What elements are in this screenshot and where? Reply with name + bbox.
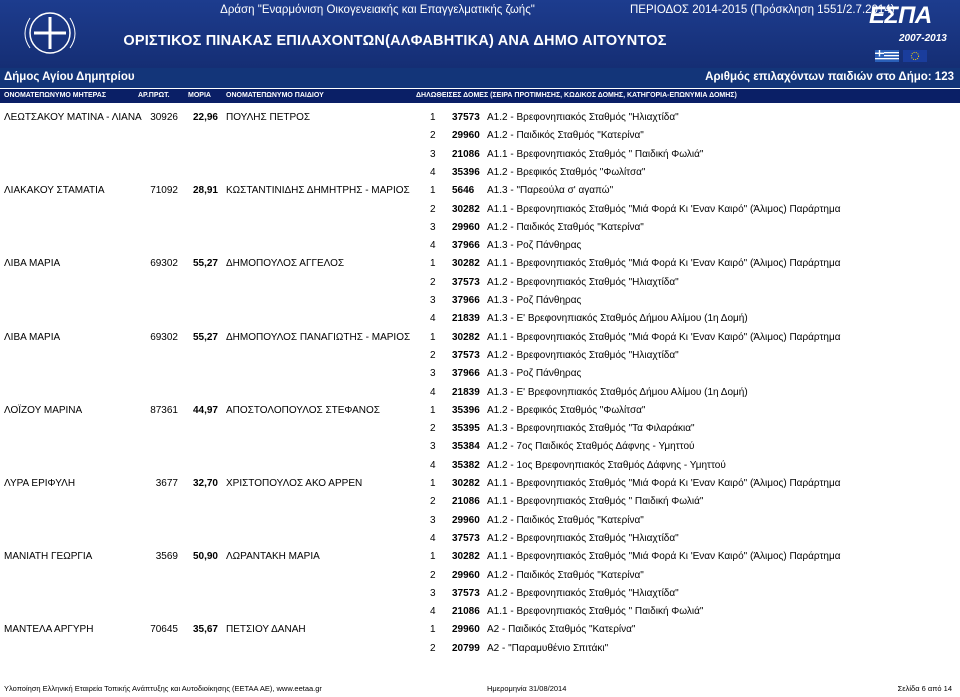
page-title: ΟΡΙΣΤΙΚΟΣ ΠΙΝΑΚΑΣ ΕΠΙΛΑΧΟΝΤΩΝ(ΑΛΦΑΒΗΤΙΚΑ) ΑΝΑ ΔΗΜΟ ΑΙΤΟΥΝΤΟΣ — [123, 33, 667, 49]
structure-description: Α1.2 - Βρεφικός Σταθμός "Φωλίτσα" — [487, 404, 646, 416]
protocol-number: 71092 — [150, 185, 178, 197]
structure-description: Α1.2 - Παιδικός Σταθμός "Κατερίνα" — [487, 130, 644, 142]
score: 50,90 — [192, 551, 218, 563]
column-structures: ΔΗΛΩΘΕΙΣΕΣ ΔΟΜΕΣ (ΣΕΙΡΑ ΠΡΟΤΙΜΗΣΗΣ, ΚΩΔΙΚΟΣ ΔΟΜΗΣ, ΚΑΤΗΓΟΡΙΑ-ΕΠΩΝΥΜΙΑ ΔΟΜΗΣ) — [416, 92, 737, 99]
protocol-number: 69302 — [150, 331, 178, 343]
protocol-number: 3569 — [155, 551, 178, 563]
table-row — [0, 621, 960, 639]
structure-description: Α1.3 - Ε' Βρεφονηπιακός Σταθμός Δήμου Αλίμου (1η Δομή) — [487, 386, 748, 398]
table-row — [0, 457, 960, 475]
table-row — [0, 237, 960, 255]
preference-rank: 3 — [430, 514, 436, 526]
table-row — [0, 585, 960, 603]
structure-code: 35396 — [452, 166, 480, 178]
structure-description: Α1.2 - Βρεφονηπιακός Σταθμός "Ηλιαχτίδα" — [487, 276, 679, 288]
structure-code: 37573 — [452, 587, 480, 599]
footer-date: Ημερομηνία 31/08/2014 — [487, 684, 567, 693]
structure-description: Α1.3 - "Παρεούλα σ' αγαπώ" — [487, 185, 614, 197]
header-banner — [0, 0, 960, 68]
footer — [0, 682, 960, 697]
preference-rank: 2 — [430, 203, 436, 215]
mother-name: ΜΑΝΤΕΛΑ ΑΡΓΥΡΗ — [4, 624, 94, 636]
municipality-bar — [0, 68, 960, 88]
protocol-number: 70645 — [150, 624, 178, 636]
mother-name: ΛΙΑΚΑΚΟΥ ΣΤΑΜΑΤΙΑ — [4, 185, 105, 197]
structure-code: 30282 — [452, 331, 480, 343]
preference-rank: 3 — [430, 148, 436, 160]
mother-name: ΛΥΡΑ ΕΡΙΦΥΛΗ — [4, 478, 76, 489]
preference-rank: 2 — [430, 349, 436, 361]
structure-code: 35384 — [452, 441, 480, 453]
table-row — [0, 274, 960, 292]
structure-code: 37573 — [452, 112, 480, 123]
mother-name: ΛΙΒΑ ΜΑΡΙΑ — [4, 331, 61, 343]
structure-description: Α1.2 - 7ος Παιδικός Σταθμός Δάφνης - Υμηττού — [487, 441, 695, 453]
structure-description: Α1.1 - Βρεφονηπιακός Σταθμός "Μιά Φορά Κι 'Εναν Καιρό" (Άλιμος) Παράρτημα — [487, 258, 841, 270]
protocol-number: 3677 — [155, 478, 178, 489]
structure-description: Α1.1 - Βρεφονηπιακός Σταθμός " Παιδική Φωλιά" — [487, 496, 704, 508]
score: 28,91 — [192, 185, 218, 197]
protocol-number: 69302 — [150, 258, 178, 270]
table-row — [0, 603, 960, 621]
table-row — [0, 438, 960, 456]
preference-rank: 4 — [430, 386, 436, 398]
espa-logo-text: ΕΣΠΑ — [869, 2, 932, 29]
structure-description: Α1.1 - Βρεφονηπιακός Σταθμός "Μιά Φορά Κι 'Εναν Καιρό" (Άλιμος) Παράρτημα — [487, 203, 841, 215]
child-name: ΚΩΣΤΑΝΤΙΝΙΔΗΣ ΔΗΜΗΤΡΗΣ - ΜΑΡΙΟΣ — [226, 185, 410, 197]
footer-org: Υλοποίηση Ελληνική Εταιρεία Τοπικής Ανάπτυξης και Αυτοδιοίκησης (ΕΕΤΑΑ ΑΕ), www.eetaa.gr — [4, 684, 322, 693]
structure-code: 30282 — [452, 203, 480, 215]
greek-emblem-icon — [0, 4, 100, 62]
protocol-number: 87361 — [150, 404, 178, 416]
structure-description: Α1.1 - Βρεφονηπιακός Σταθμός " Παιδική Φωλιά" — [487, 606, 704, 618]
preference-rank: 3 — [430, 587, 436, 599]
table-row — [0, 512, 960, 530]
structure-code: 29960 — [452, 514, 480, 526]
preference-rank: 2 — [430, 642, 436, 654]
structure-description: Α1.1 - Βρεφονηπιακός Σταθμός "Μιά Φορά Κι 'Εναν Καιρό" (Άλιμος) Παράρτημα — [487, 478, 841, 489]
table-row — [0, 310, 960, 328]
table-row — [0, 493, 960, 511]
structure-code: 21839 — [452, 313, 480, 325]
preference-rank: 4 — [430, 166, 436, 178]
score: 55,27 — [192, 258, 218, 270]
mother-name: ΛΟΪΖΟΥ ΜΑΡΙΝΑ — [4, 404, 83, 416]
structure-code: 21086 — [452, 606, 480, 618]
table-row — [0, 146, 960, 164]
table-row — [0, 109, 960, 127]
structure-description: Α1.1 - Βρεφονηπιακός Σταθμός " Παιδική Φωλιά" — [487, 148, 704, 160]
structure-code: 21086 — [452, 148, 480, 160]
table-row — [0, 530, 960, 548]
structure-code: 29960 — [452, 569, 480, 581]
structure-code: 30282 — [452, 551, 480, 563]
structure-code: 37966 — [452, 368, 480, 380]
children-count: Αριθμός επιλαχόντων παιδιών στο Δήμο: 123 — [705, 71, 954, 83]
structure-description: Α1.2 - Βρεφικός Σταθμός "Φωλίτσα" — [487, 166, 646, 178]
column-protocol: ΑΡ.ΠΡΩΤ. — [138, 92, 170, 99]
structure-description: Α2 - "Παραμυθένιο Σπιτάκι" — [487, 642, 609, 654]
table-row — [0, 365, 960, 383]
table-row — [0, 475, 960, 493]
preference-rank: 2 — [430, 423, 436, 435]
structure-code: 21086 — [452, 496, 480, 508]
structure-description: Α1.2 - Βρεφονηπιακός Σταθμός "Ηλιαχτίδα" — [487, 587, 679, 599]
table-row — [0, 420, 960, 438]
preference-rank: 1 — [430, 331, 436, 343]
preference-rank: 4 — [430, 459, 436, 471]
preference-rank: 3 — [430, 441, 436, 453]
structure-description: Α1.2 - Βρεφονηπιακός Σταθμός "Ηλιαχτίδα" — [487, 349, 679, 361]
table-row — [0, 164, 960, 182]
structure-description: Α1.2 - Παιδικός Σταθμός "Κατερίνα" — [487, 221, 644, 233]
preference-rank: 2 — [430, 496, 436, 508]
table-row — [0, 548, 960, 566]
column-child: ΟΝΟΜΑΤΕΠΩΝΥΜΟ ΠΑΙΔΙΟΥ — [226, 92, 324, 99]
flags-icon — [875, 50, 955, 62]
preference-rank: 2 — [430, 130, 436, 142]
table-row — [0, 292, 960, 310]
structure-code: 37966 — [452, 240, 480, 252]
preference-rank: 2 — [430, 569, 436, 581]
structure-code: 29960 — [452, 624, 480, 636]
structure-code: 5646 — [452, 185, 475, 197]
structure-code: 30282 — [452, 478, 480, 489]
table-row — [0, 640, 960, 658]
structure-code: 37573 — [452, 532, 480, 544]
structure-description: Α1.3 - Ροζ Πάνθηρας — [487, 240, 582, 252]
preference-rank: 1 — [430, 112, 436, 123]
score: 32,70 — [192, 478, 218, 489]
child-name: ΠΟΥΛΗΣ ΠΕΤΡΟΣ — [226, 112, 311, 123]
column-score: ΜΟΡΙΑ — [188, 92, 211, 99]
child-name: ΠΕΤΣΙΟΥ ΔΑΝΑΗ — [226, 624, 306, 636]
structure-description: Α1.1 - Βρεφονηπιακός Σταθμός "Μιά Φορά Κι 'Εναν Καιρό" (Άλιμος) Παράρτημα — [487, 331, 841, 343]
child-name: ΛΩΡΑΝΤΑΚΗ ΜΑΡΙΑ — [226, 551, 320, 563]
table-header — [0, 89, 960, 103]
score: 35,67 — [192, 624, 218, 636]
structure-code: 29960 — [452, 130, 480, 142]
column-mother: ΟΝΟΜΑΤΕΠΩΝΥΜΟ ΜΗΤΕΡΑΣ — [4, 92, 107, 99]
espa-logo — [865, 0, 960, 66]
program-title: Δράση "Εναρμόνιση Οικογενειακής και Επαγγελματικής ζωής" — [220, 4, 535, 16]
child-name: ΧΡΙΣΤΟΠΟΥΛΟΣ ΑΚΟ ΑΡΡΕΝ — [226, 478, 363, 489]
structure-code: 30282 — [452, 258, 480, 270]
structure-code: 29960 — [452, 221, 480, 233]
protocol-number: 30926 — [150, 112, 178, 123]
child-name: ΔΗΜΟΠΟΥΛΟΣ ΑΓΓΕΛΟΣ — [226, 258, 345, 270]
table-row — [0, 402, 960, 420]
preference-rank: 4 — [430, 240, 436, 252]
mother-name: ΛΕΩΤΣΑΚΟΥ ΜΑΤΙΝΑ - ΛΙΑΝΑ — [4, 112, 142, 123]
preference-rank: 1 — [430, 624, 436, 636]
mother-name: ΛΙΒΑ ΜΑΡΙΑ — [4, 258, 61, 270]
table-row — [0, 567, 960, 585]
structure-code: 20799 — [452, 642, 480, 654]
structure-description: Α1.2 - Παιδικός Σταθμός "Κατερίνα" — [487, 514, 644, 526]
preference-rank: 3 — [430, 221, 436, 233]
structure-description: Α1.3 - Ροζ Πάνθηρας — [487, 368, 582, 380]
preference-rank: 4 — [430, 532, 436, 544]
table-row — [0, 127, 960, 145]
municipality-name: Δήμος Αγίου Δημητρίου — [4, 71, 135, 83]
structure-description: Α1.2 - 1ος Βρεφονηπιακός Σταθμός Δάφνης - Υμηττού — [487, 459, 726, 471]
preference-rank: 1 — [430, 185, 436, 197]
child-name: ΑΠΟΣΤΟΛΟΠΟΥΛΟΣ ΣΤΕΦΑΝΟΣ — [226, 404, 380, 416]
score: 55,27 — [192, 331, 218, 343]
score: 44,97 — [192, 404, 218, 416]
preference-rank: 3 — [430, 295, 436, 306]
structure-description: Α1.3 - Βρεφονηπιακός Σταθμός "Τα Φιλαράκια" — [487, 423, 695, 435]
structure-code: 37966 — [452, 295, 480, 306]
table-row — [0, 201, 960, 219]
preference-rank: 1 — [430, 404, 436, 416]
preference-rank: 1 — [430, 258, 436, 270]
table-row — [0, 384, 960, 402]
preference-rank: 4 — [430, 606, 436, 618]
structure-code: 35396 — [452, 404, 480, 416]
preference-rank: 3 — [430, 368, 436, 380]
child-name: ΔΗΜΟΠΟΥΛΟΣ ΠΑΝΑΓΙΩΤΗΣ - ΜΑΡΙΟΣ — [226, 331, 411, 343]
table-row — [0, 219, 960, 237]
espa-logo-years: 2007-2013 — [899, 33, 947, 44]
structure-description: Α1.2 - Παιδικός Σταθμός "Κατερίνα" — [487, 569, 644, 581]
structure-description: Α1.3 - Ε' Βρεφονηπιακός Σταθμός Δήμου Αλίμου (1η Δομή) — [487, 313, 748, 325]
structure-description: Α1.1 - Βρεφονηπιακός Σταθμός "Μιά Φορά Κι 'Εναν Καιρό" (Άλιμος) Παράρτημα — [487, 551, 841, 563]
footer-page: Σελίδα 6 από 14 — [897, 684, 952, 693]
period-label: ΠΕΡΙΟΔΟΣ 2014-2015 (Πρόσκληση 1551/2.7.2014) — [630, 4, 895, 16]
preference-rank: 1 — [430, 551, 436, 563]
table-row — [0, 255, 960, 273]
structure-description: Α2 - Παιδικός Σταθμός "Κατερίνα" — [487, 624, 636, 636]
preference-rank: 2 — [430, 276, 436, 288]
structure-code: 35382 — [452, 459, 480, 471]
structure-code: 35395 — [452, 423, 480, 435]
table-row — [0, 182, 960, 200]
score: 22,96 — [192, 112, 218, 123]
structure-description: Α1.2 - Βρεφονηπιακός Σταθμός "Ηλιαχτίδα" — [487, 112, 679, 123]
structure-code: 37573 — [452, 349, 480, 361]
structure-description: Α1.3 - Ροζ Πάνθηρας — [487, 295, 582, 306]
mother-name: ΜΑΝΙΑΤΗ ΓΕΩΡΓΙΑ — [4, 551, 93, 563]
structure-code: 21839 — [452, 386, 480, 398]
preference-rank: 4 — [430, 313, 436, 325]
structure-code: 37573 — [452, 276, 480, 288]
table-row — [0, 329, 960, 347]
table-row — [0, 347, 960, 365]
preference-rank: 1 — [430, 478, 436, 489]
structure-description: Α1.2 - Βρεφονηπιακός Σταθμός "Ηλιαχτίδα" — [487, 532, 679, 544]
